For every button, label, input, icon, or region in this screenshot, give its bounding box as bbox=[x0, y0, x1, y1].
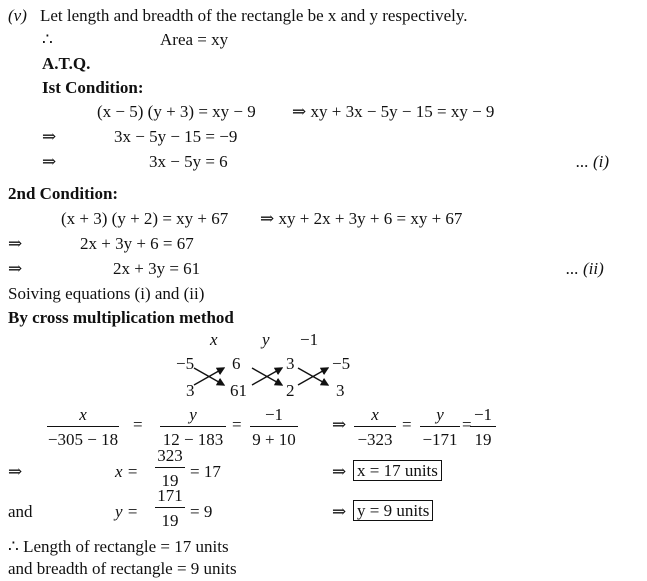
equals-sign: = bbox=[462, 415, 472, 434]
implies-symbol: ⇒ bbox=[42, 127, 57, 146]
cond1-title: Ist Condition: bbox=[42, 78, 144, 97]
cross-top-4: −5 bbox=[332, 354, 351, 373]
cond2-eq1-right: ⇒ xy + 2x + 3y + 6 = xy + 67 bbox=[260, 209, 463, 228]
therefore-symbol: ∴ bbox=[42, 30, 53, 49]
cross-bottom-3: 2 bbox=[286, 381, 295, 400]
simplified-fraction-minus-one: −1 19 bbox=[470, 406, 496, 448]
simplified-fraction-y: y −171 bbox=[420, 406, 460, 448]
y-answer-box: y = 9 units bbox=[353, 500, 433, 521]
implies-symbol: ⇒ bbox=[332, 415, 347, 434]
cond2-title: 2nd Condition: bbox=[8, 184, 119, 203]
cross-bottom-1: 3 bbox=[186, 381, 195, 400]
equals-sign: = bbox=[232, 415, 242, 434]
equation-ref-ii: ... (ii) bbox=[566, 259, 604, 278]
cond1-eq1-right: ⇒ xy + 3x − 5y − 15 = xy − 9 bbox=[292, 102, 495, 121]
equals-sign: = bbox=[133, 415, 143, 434]
cond2-eq2: 2x + 3y + 6 = 67 bbox=[80, 234, 194, 253]
cond2-eq1-left: (x + 3) (y + 2) = xy + 67 bbox=[61, 209, 229, 228]
area-equation: Area = xy bbox=[160, 30, 229, 49]
x-fraction: 323 19 bbox=[155, 447, 185, 489]
implies-symbol: ⇒ bbox=[332, 502, 347, 521]
ratio-fraction-minus-one: −1 9 + 10 bbox=[250, 406, 298, 448]
conclusion-breadth: and breadth of rectangle = 9 units bbox=[8, 559, 237, 578]
cross-bottom-4: 3 bbox=[336, 381, 345, 400]
implies-symbol: ⇒ bbox=[8, 234, 23, 253]
cross-head-y: y bbox=[262, 330, 270, 349]
y-value: = 9 bbox=[190, 502, 213, 521]
atq-label: A.T.Q. bbox=[42, 54, 91, 73]
x-answer-box: x = 17 units bbox=[353, 460, 442, 481]
x-variable: x = bbox=[115, 462, 139, 481]
method-title: By cross multiplication method bbox=[8, 308, 234, 327]
implies-symbol: ⇒ bbox=[42, 152, 57, 171]
cond1-eq2: 3x − 5y − 15 = −9 bbox=[114, 127, 238, 146]
cross-head-minus-one: −1 bbox=[300, 330, 319, 349]
and-word: and bbox=[8, 502, 33, 521]
x-value: = 17 bbox=[190, 462, 221, 481]
cross-bottom-2: 61 bbox=[230, 381, 247, 400]
ratio-fraction-y: y 12 − 183 bbox=[160, 406, 226, 448]
cross-top-1: −5 bbox=[176, 354, 195, 373]
y-fraction: 171 19 bbox=[155, 487, 185, 529]
simplified-fraction-x: x −323 bbox=[354, 406, 396, 448]
implies-symbol: ⇒ bbox=[8, 259, 23, 278]
implies-symbol: ⇒ bbox=[332, 462, 347, 481]
cross-top-2: 6 bbox=[232, 354, 241, 373]
equals-sign: = bbox=[402, 415, 412, 434]
part-label: (v) bbox=[8, 6, 27, 25]
solving-text: Soiving equations (i) and (ii) bbox=[8, 284, 205, 303]
cross-head-x: x bbox=[210, 330, 218, 349]
ratio-fraction-x: x −305 − 18 bbox=[47, 405, 119, 449]
intro-text: Let length and breadth of the rectangle be x and y respectively. bbox=[40, 6, 468, 25]
cross-top-3: 3 bbox=[286, 354, 295, 373]
conclusion-length: ∴ Length of rectangle = 17 units bbox=[8, 537, 229, 556]
cond1-eq1-left: (x − 5) (y + 3) = xy − 9 bbox=[97, 102, 256, 121]
equation-ref-i: ... (i) bbox=[576, 152, 610, 171]
implies-symbol: ⇒ bbox=[8, 462, 23, 481]
cond1-eq3: 3x − 5y = 6 bbox=[149, 152, 228, 171]
y-variable: y = bbox=[115, 502, 139, 521]
cond2-eq3: 2x + 3y = 61 bbox=[113, 259, 201, 278]
